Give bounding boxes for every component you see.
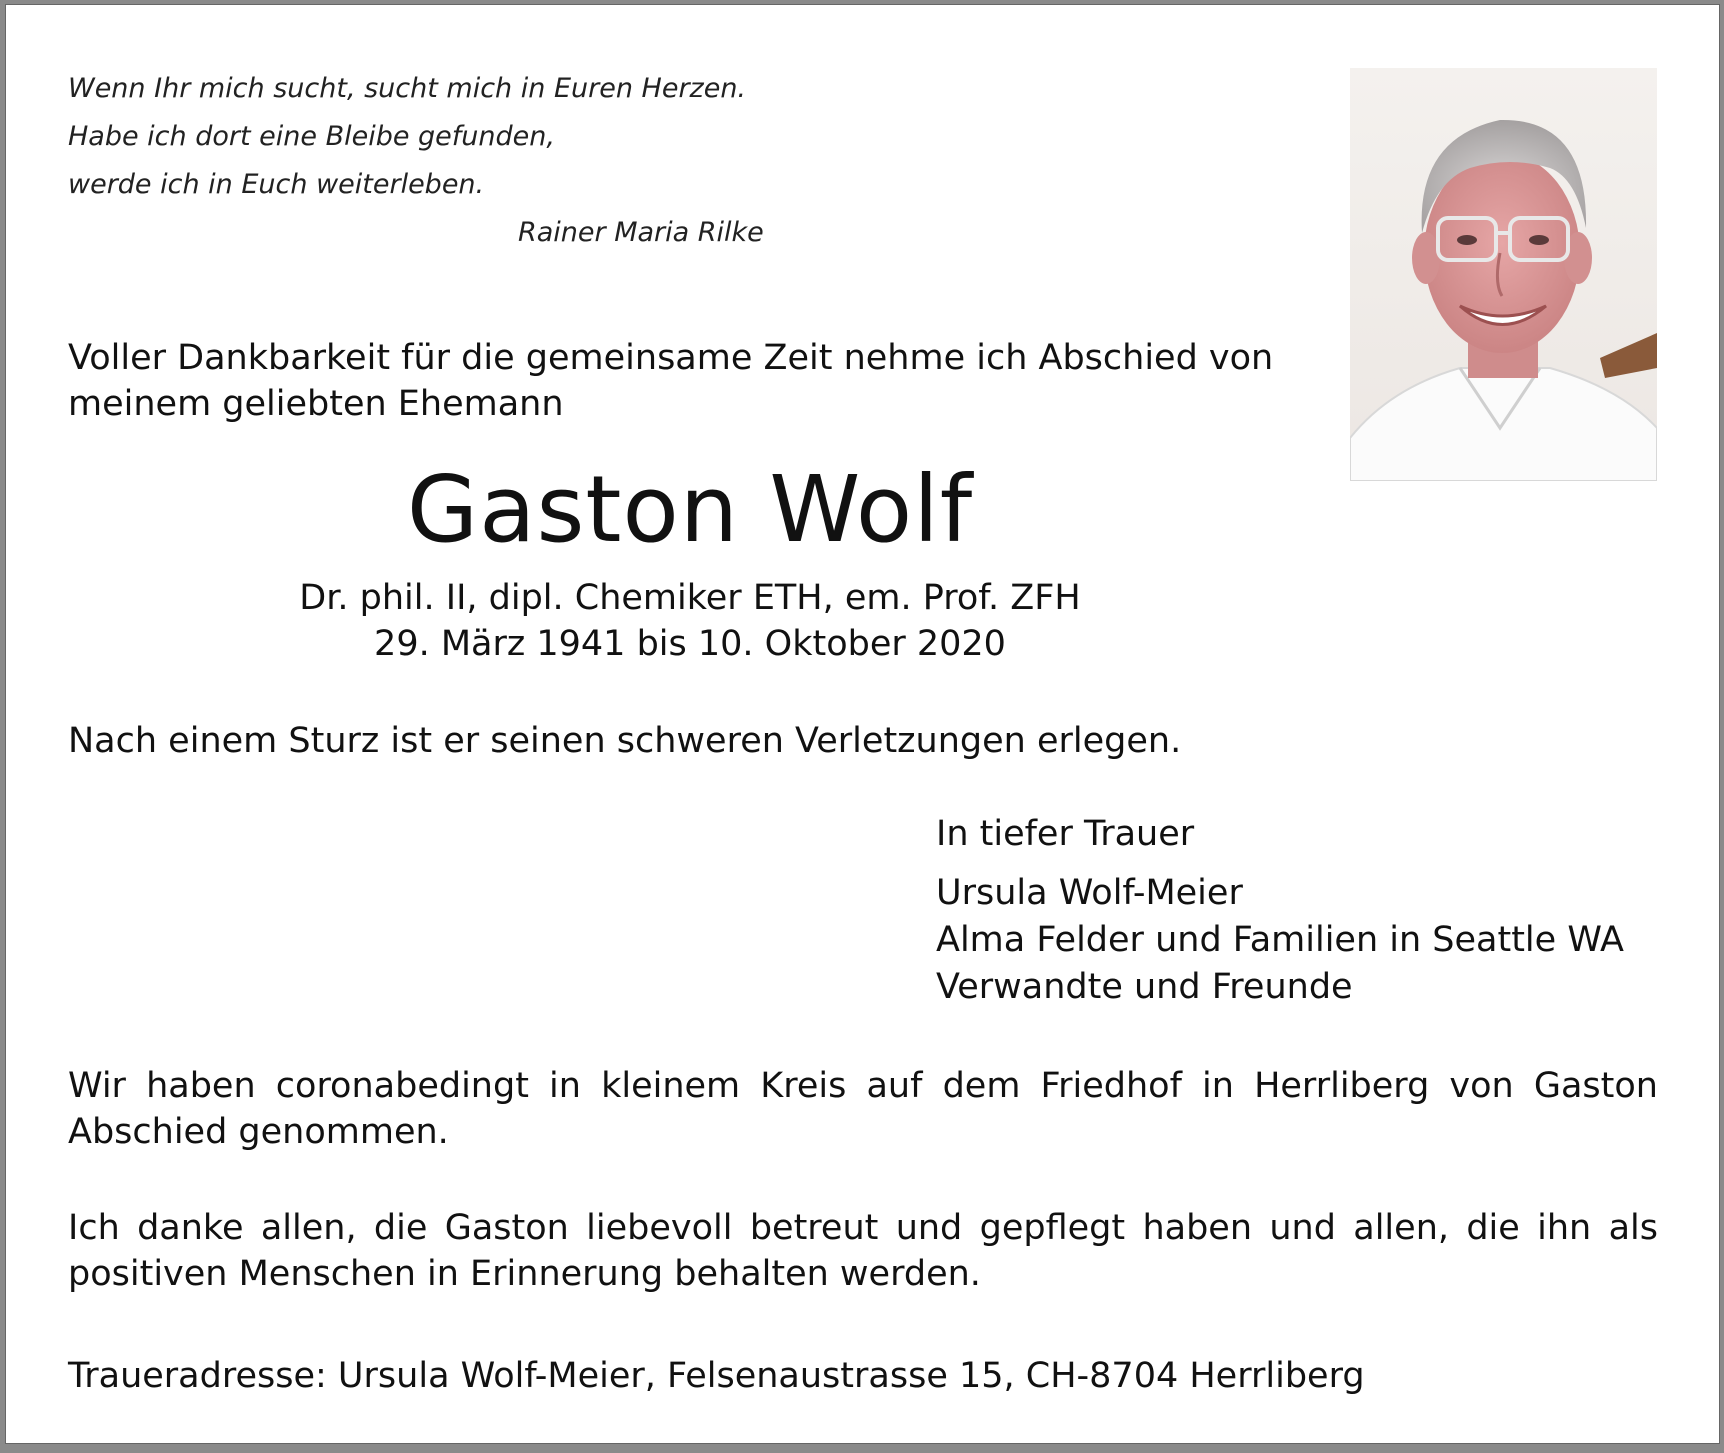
obituary-notice [6,5,1719,1443]
deceased-title: Dr. phil. II, dipl. Chemiker ETH, em. Prof. ZFH [299,578,1081,618]
quote-line-1: Wenn Ihr mich sucht, sucht mich in Euren Herzen. [68,73,747,104]
deceased-dates: 29. März 1941 bis 10. Oktober 2020 [374,624,1006,664]
rilke-quote [68,65,764,257]
portrait-photo [1350,68,1657,481]
thanks-text: Ich danke allen, die Gaston liebevoll betreut und gepflegt haben und allen, die ihn als positiven Menschen in Erinnerung behalten werden. [68,1208,1658,1294]
mourner-3: Verwandte und Freunde [936,967,1353,1007]
mourners-block [936,811,1624,1011]
quote-line-3: werde ich in Euch weiterleben. [68,169,485,200]
quote-author: Rainer Maria Rilke [518,217,764,248]
deceased-name: Gaston Wolf [406,456,974,563]
farewell-text: Wir haben coronabedingt in kleinem Kreis auf dem Friedhof in Herrliberg von Gaston Abschied genommen. [68,1066,1658,1152]
intro-text: Voller Dankbarkeit für die gemeinsame Zeit nehme ich Abschied von meinem geliebten Ehemann [68,338,1274,424]
portrait-photo-icon [1350,68,1657,481]
mourner-1: Ursula Wolf-Meier [936,873,1243,913]
quote-line-2: Habe ich dort eine Bleibe gefunden, [68,121,555,152]
mourners-heading: In tiefer Trauer [936,814,1195,854]
mourning-address: Traueradresse: Ursula Wolf-Meier, Felsenaustrasse 15, CH-8704 Herrliberg [68,1356,1365,1396]
mourner-2: Alma Felder und Familien in Seattle WA [936,920,1624,960]
accident-text: Nach einem Sturz ist er seinen schweren Verletzungen erlegen. [68,721,1182,761]
